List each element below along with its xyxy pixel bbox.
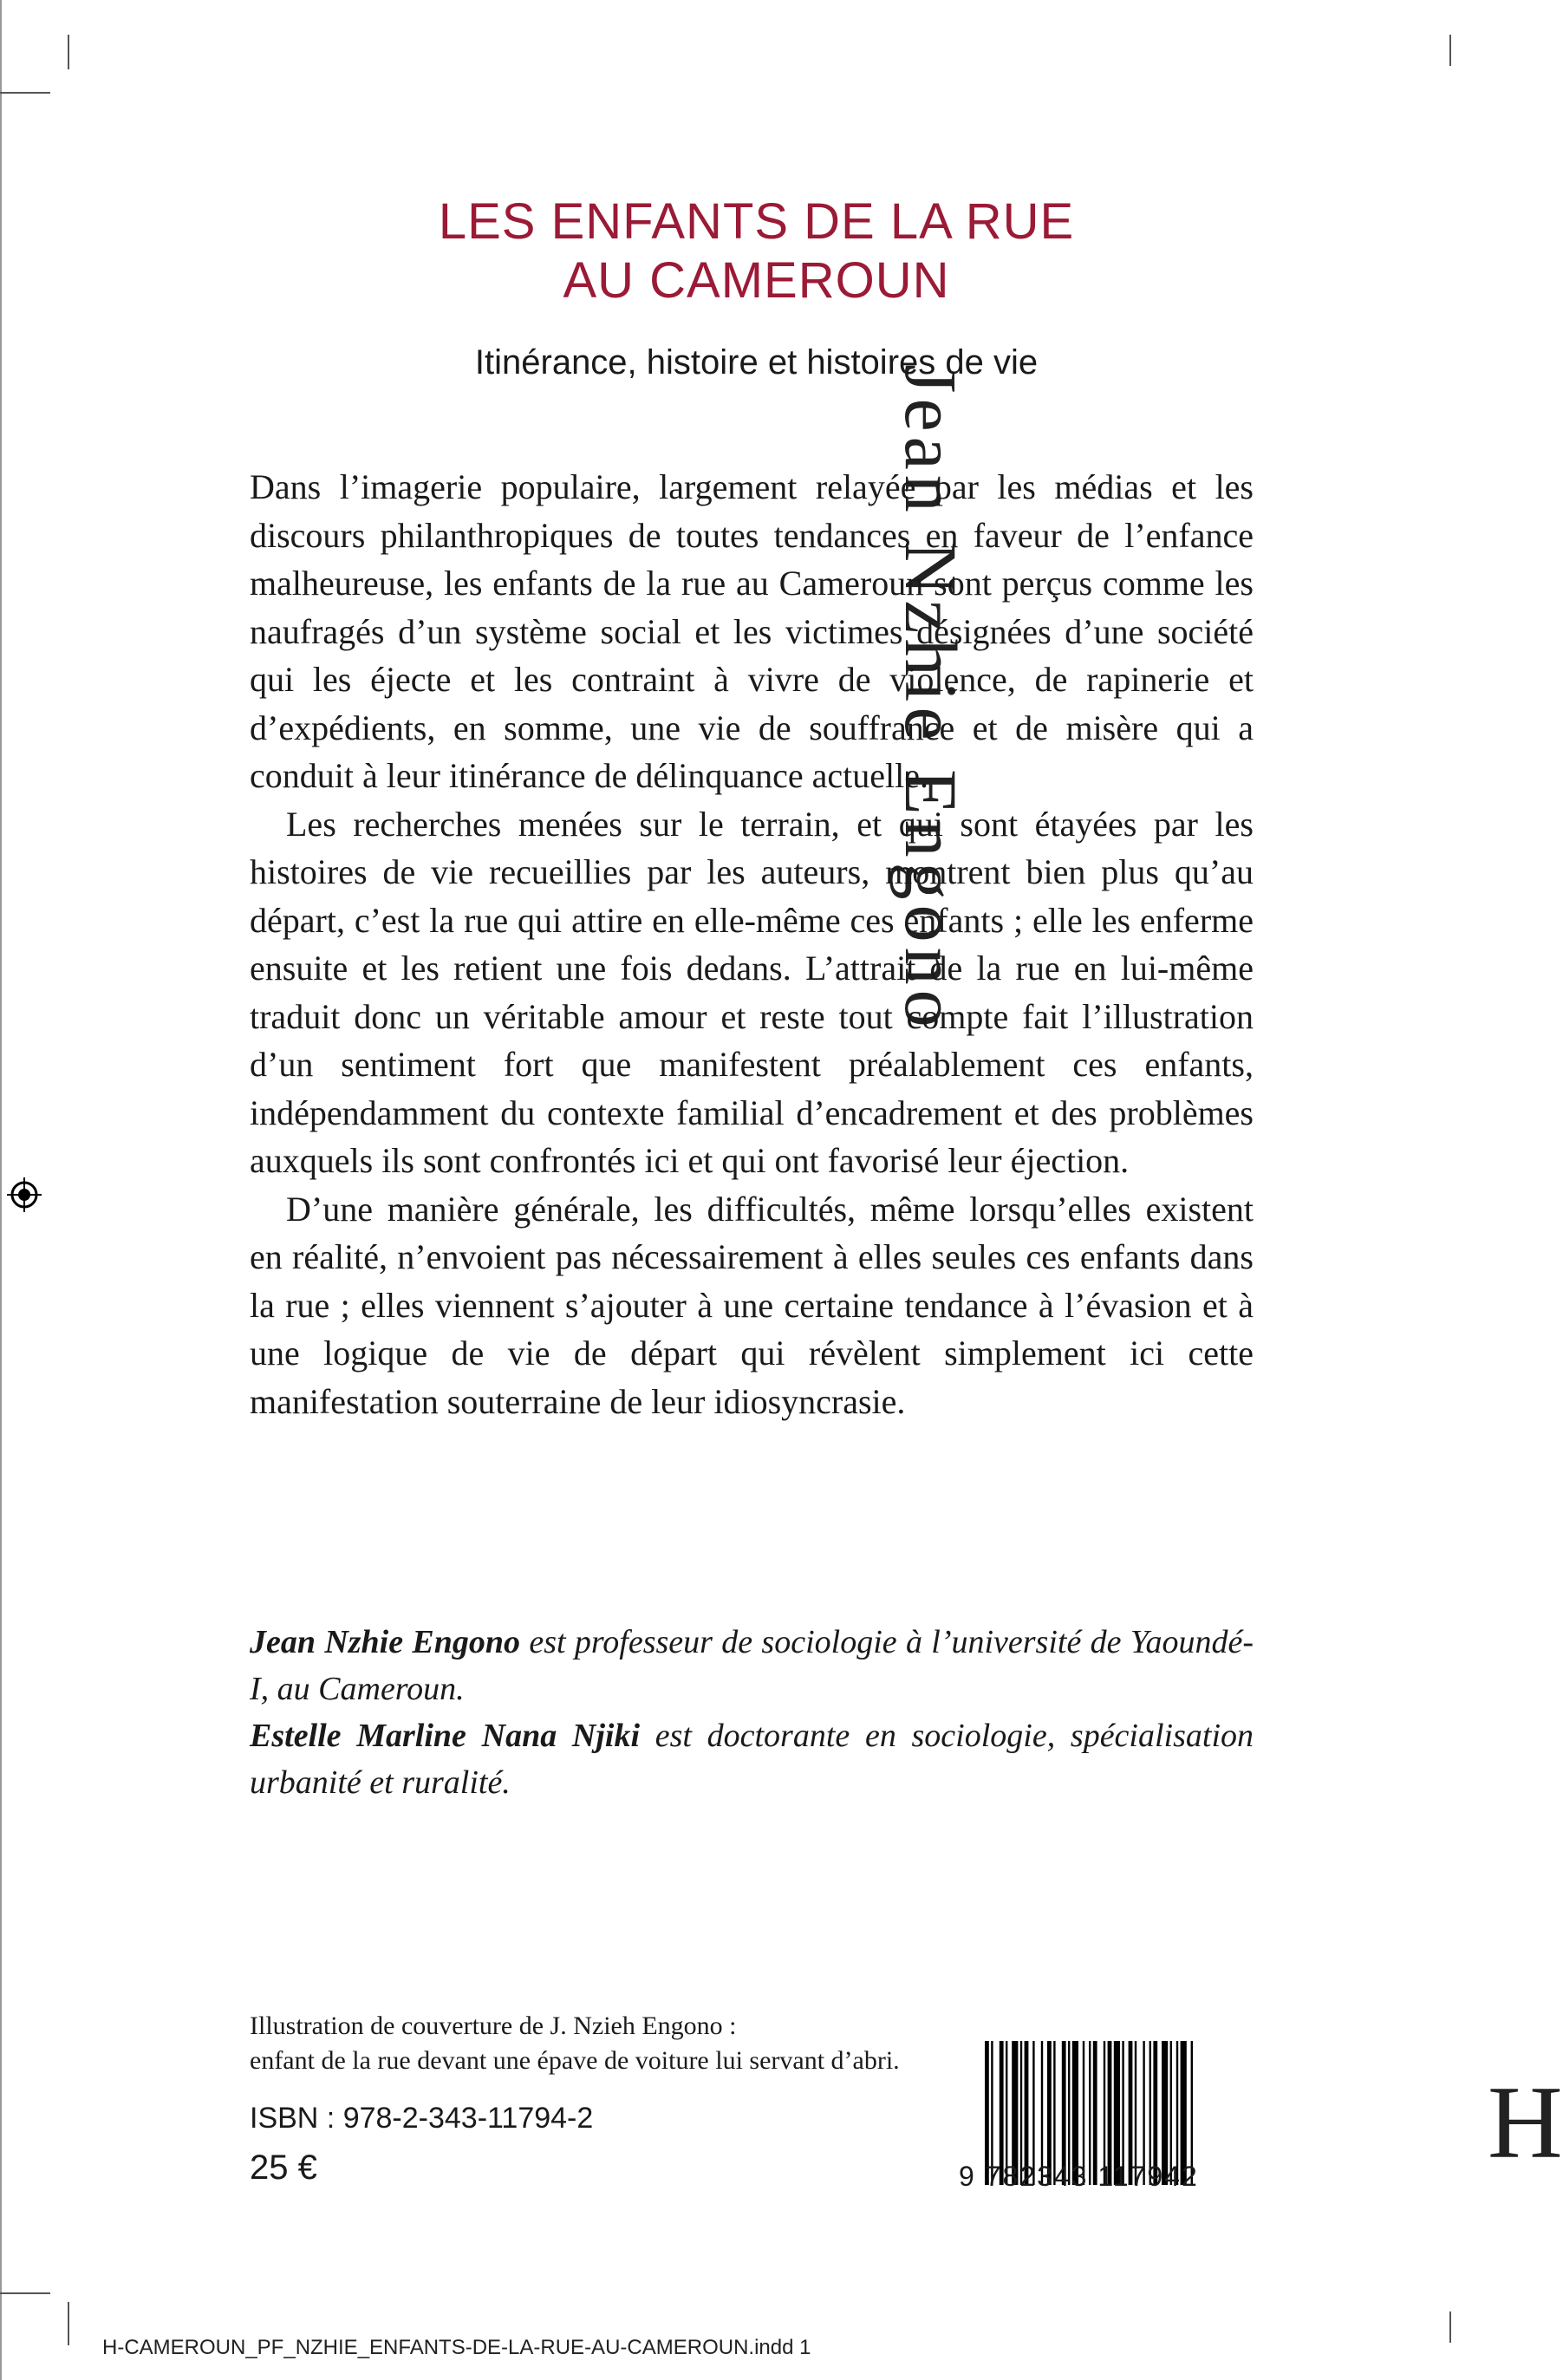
crop-mark: [68, 35, 69, 69]
title-line-1: LES ENFANTS DE LA RUE: [438, 193, 1075, 250]
blurb: [250, 463, 1254, 1425]
blurb-paragraph: Dans l’imagerie populaire, largement relayée par les médias et les discours philanthropiques de toutes tendances en faveur de l’enfance malheureuse, les enfants de la rue au Cameroun sont perçus comme les naufragés d’un système social et les victimes désignées d’une société qui les éjecte et les contraint à vivre de violence, de rapinerie et d’expédients, en somme, une vie de souffrance et de misère qui a conduit à leur itinérance de délinquance actuelle.: [250, 467, 1254, 795]
author-bio-1: [250, 1619, 1254, 1712]
crop-mark: [1449, 2312, 1451, 2343]
barcode-digits: 9 782343 117942: [959, 2161, 1199, 2192]
cover-credit: [250, 2009, 961, 2078]
credit-line-2: enfant de la rue devant une épave de voiture lui servant d’abri.: [250, 2046, 900, 2075]
price: 25 €: [250, 2149, 317, 2187]
author-name-1: Jean Nzhie Engono: [250, 1624, 521, 1660]
crop-mark: [68, 2302, 69, 2345]
title-line-2: AU CAMEROUN: [563, 252, 950, 309]
book-subtitle: Itinérance, histoire et histoires de vie: [474, 343, 1039, 381]
crop-mark: [0, 92, 50, 94]
isbn: ISBN : 978-2-343-11794-2: [250, 2102, 594, 2135]
file-slug: H-CAMEROUN_PF_NZHIE_ENFANTS-DE-LA-RUE-AU-CAMEROUN.indd 1: [102, 2336, 811, 2359]
spine-author: Jean Nzhie Engono: [889, 364, 974, 1033]
crop-mark: [0, 2292, 50, 2294]
crop-mark: [1449, 35, 1451, 66]
author-bio-text-2: est doctorante en sociologie, spécialisation urbanité et ruralité.: [250, 1718, 1254, 1801]
registration-mark-icon: [7, 1177, 42, 1212]
author-bio-text-1: est professeur de sociologie à l’université de Yaoundé-I, au Cameroun.: [250, 1624, 1254, 1707]
blurb-paragraph: Les recherches menées sur le terrain, et qui sont étayées par les histoires de vie recueillies par les auteurs, montrent bien plus qu’au départ, c’est la rue qui attire en elle-même ces enfants ; elle les enferme ensuite et les retient une fois dedans. L’attrait de la rue en lui-même traduit donc un véritable amour et reste tout compte fait l’illustration d’un sentiment fort que manifestent préalablement ces enfants, indépendamment du contexte familial d’encadrement et des problèmes auxquels ils sont confrontés ici et qui ont favorisé leur éjection.: [250, 804, 1254, 1180]
author-bio-2: [250, 1712, 1254, 1806]
author-name-2: Estelle Marline Nana Njiki: [250, 1718, 641, 1754]
book-title: [0, 192, 1513, 310]
author-bios: [250, 1619, 1254, 1806]
spine-publisher-letter: H: [1488, 2064, 1563, 2180]
blurb-paragraph: D’une manière générale, les difficultés, même lorsqu’elles existent en réalité, n’envoient pas nécessairement à elles seules ces enfants dans la rue ; elles viennent s’ajouter à une certaine tendance à l’évasion et à une logique de vie de départ qui révèlent simplement ici cette manifestation souterraine de leur idiosyncrasie.: [250, 1189, 1254, 1421]
credit-line-1: Illustration de couverture de J. Nzieh Engono :: [250, 2012, 737, 2040]
